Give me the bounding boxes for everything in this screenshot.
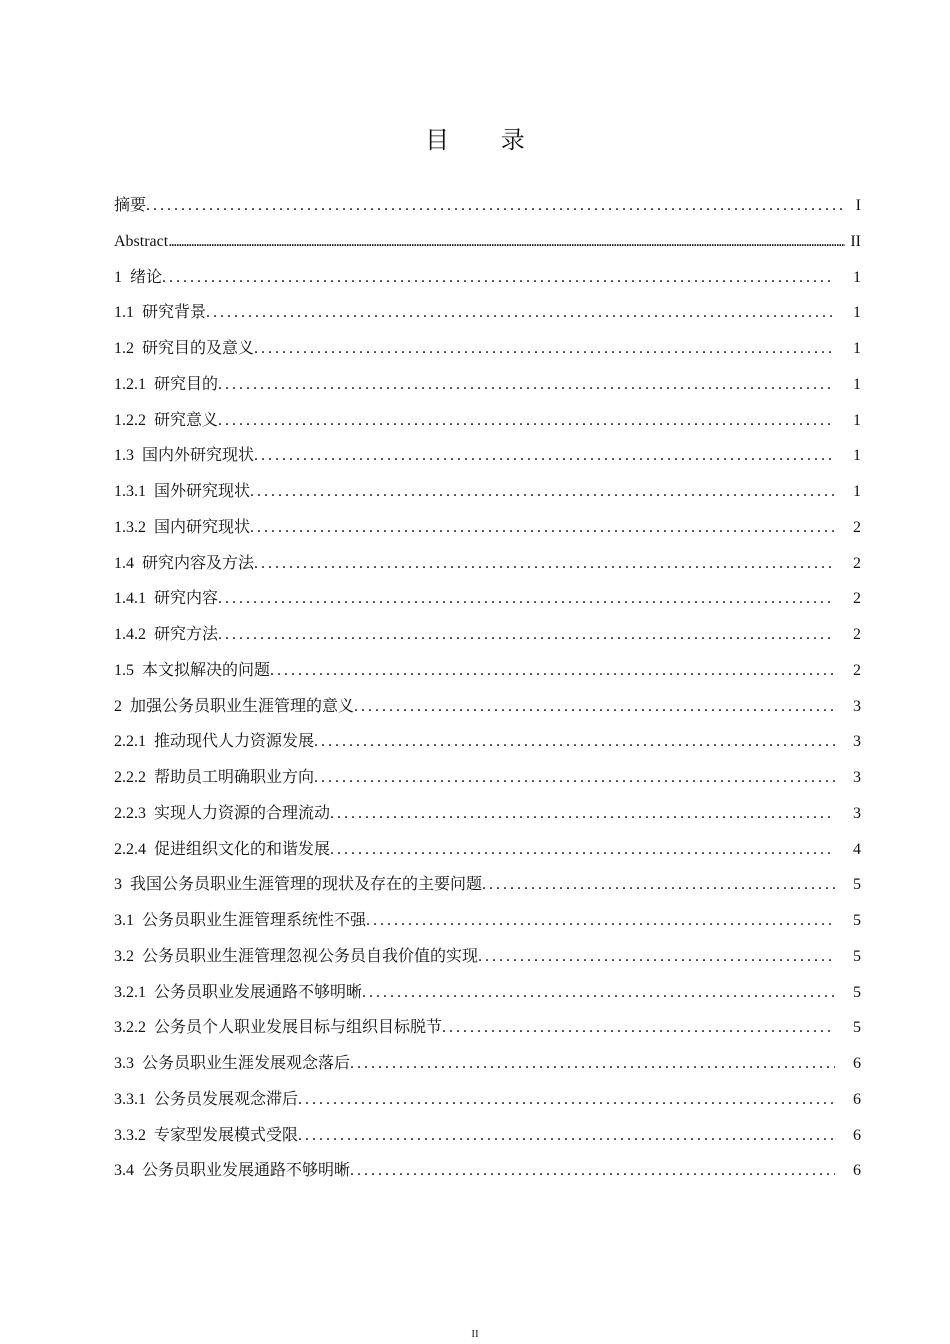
- toc-entry-number: 1.1: [114, 304, 134, 322]
- toc-entry-number: 1.4.2: [114, 626, 146, 643]
- toc-entry-page: 3: [853, 769, 861, 786]
- toc-leader-dots: [298, 1126, 835, 1146]
- toc-leader-dots: [270, 661, 835, 681]
- toc-entry[interactable]: [114, 446, 861, 466]
- toc-leader-dots: [250, 482, 835, 502]
- toc-entry-title: 研究内容: [154, 590, 219, 608]
- toc-entry-number: 1.3.1: [114, 483, 146, 500]
- toc-entry[interactable]: [114, 375, 861, 395]
- toc-entry[interactable]: [114, 947, 861, 967]
- toc-entry-page: 2: [853, 590, 861, 608]
- toc-entry-number: 2: [114, 697, 122, 715]
- toc-leader-dots: [314, 732, 835, 752]
- toc-leader-dots: [354, 697, 835, 717]
- toc-entry-title: 本文拟解决的问题: [142, 661, 271, 679]
- toc-entry-title: 帮助员工明确职业方向: [154, 769, 315, 786]
- toc-entry-page: 1: [853, 375, 861, 393]
- toc-entry-title: 公务员个人职业发展目标与组织目标脱节: [154, 1019, 443, 1037]
- toc-entry-page: 1: [853, 304, 861, 322]
- toc-entry-number: 2.2.3: [114, 804, 146, 822]
- toc-leader-dots: [298, 1090, 835, 1110]
- toc-entry-title: 我国公务员职业生涯管理的现状及存在的主要问题: [130, 876, 483, 894]
- toc-entry-page: 5: [853, 876, 861, 894]
- toc-entry-number: 3.3.1: [114, 1090, 146, 1108]
- toc-entry-number: 3.2: [114, 947, 134, 965]
- toc-leader-dots: [250, 518, 835, 538]
- toc-entry-page: 5: [853, 983, 861, 1001]
- toc-entry[interactable]: [114, 875, 861, 895]
- toc-entry-number: 1.2.2: [114, 411, 146, 429]
- toc-entry[interactable]: [114, 840, 861, 860]
- toc-entry-number: 1: [114, 268, 122, 286]
- toc-entry-title: 研究内容及方法: [142, 554, 255, 572]
- toc-entry[interactable]: [114, 1126, 861, 1146]
- toc-entry-page: 2: [853, 661, 861, 679]
- toc-leader-dots: [350, 1161, 835, 1181]
- toc-entry-title: 公务员职业生涯发展观念落后: [142, 1055, 351, 1072]
- toc-entry-title: Abstract: [114, 232, 169, 250]
- toc-entry-number: 1.3.2: [114, 518, 146, 536]
- toc-entry-page: 3: [853, 733, 861, 751]
- toc-entry-title: 公务员职业发展通路不够明晰: [154, 983, 363, 1001]
- toc-leader-dots: [168, 232, 845, 252]
- toc-leader-dots: [146, 196, 845, 216]
- toc-entry-number: 2.2.1: [114, 733, 146, 751]
- toc-entry[interactable]: [114, 1161, 861, 1181]
- toc-entry-page: 1: [853, 340, 861, 357]
- toc-entry[interactable]: [114, 518, 861, 538]
- toc-entry[interactable]: [114, 983, 861, 1003]
- toc-entry[interactable]: [114, 411, 861, 431]
- toc-entry-title: 实现人力资源的合理流动: [154, 804, 331, 822]
- toc-entry-title: 国内外研究现状: [142, 447, 255, 465]
- toc-entry[interactable]: [114, 697, 861, 717]
- toc-entry-number: 3.1: [114, 912, 134, 929]
- toc-entry-number: 3.3.2: [114, 1126, 146, 1144]
- toc-entry-page: 1: [853, 411, 861, 429]
- toc-leader-dots: [478, 947, 835, 967]
- toc-leader-dots: [254, 554, 835, 574]
- toc-entry-title: 研究目的及意义: [142, 340, 255, 357]
- toc-entry[interactable]: [114, 303, 861, 323]
- toc-leader-dots: [254, 446, 835, 466]
- toc-leader-dots: [254, 339, 835, 359]
- toc-entry-number: 3.2.2: [114, 1019, 146, 1037]
- toc-leader-dots: [362, 983, 835, 1003]
- toc-entry-title: 国内研究现状: [154, 518, 251, 536]
- toc-entry-number: 3.4: [114, 1162, 134, 1180]
- toc-entry-title: 专家型发展模式受限: [154, 1126, 299, 1144]
- toc-entry[interactable]: [114, 589, 861, 609]
- toc-entry-abstract-cn[interactable]: [114, 196, 861, 216]
- toc-entry-title: 公务员职业生涯管理系统性不强: [142, 912, 367, 929]
- toc-entry-title: 推动现代人力资源发展: [154, 733, 315, 751]
- toc-leader-dots: [330, 840, 835, 860]
- toc-entry[interactable]: [114, 911, 861, 931]
- toc-entry-page: 6: [853, 1090, 861, 1108]
- toc-entry[interactable]: [114, 339, 861, 359]
- toc-entry-number: 1.4: [114, 554, 134, 572]
- toc-entry-number: 3.2.1: [114, 983, 146, 1001]
- toc-leader-dots: [162, 268, 835, 288]
- toc-entry-title: 绪论: [130, 268, 163, 286]
- toc-entry-number: 1.5: [114, 661, 134, 679]
- toc-entry-number: 3.3: [114, 1055, 134, 1072]
- toc-entry-title: 国外研究现状: [154, 483, 251, 500]
- toc-entry-page: 1: [853, 447, 861, 465]
- toc-entry-title: 加强公务员职业生涯管理的意义: [130, 697, 355, 715]
- toc-entry[interactable]: [114, 804, 861, 824]
- toc-entry-page: 2: [853, 518, 861, 536]
- toc-entry-page: 5: [853, 912, 861, 929]
- toc-entry-page: II: [850, 232, 861, 250]
- toc-leader-dots: [366, 911, 835, 931]
- toc-leader-dots: [330, 804, 835, 824]
- toc-leader-dots: [218, 411, 835, 431]
- toc-entry-title: 公务员职业生涯管理忽视公务员自我价值的实现: [142, 947, 479, 965]
- toc-entry-title: 公务员发展观念滞后: [154, 1090, 299, 1108]
- toc-entry-title: 研究背景: [142, 304, 207, 322]
- toc-entry-page: 4: [853, 840, 861, 858]
- toc-entry[interactable]: [114, 1054, 861, 1074]
- toc-entry[interactable]: [114, 768, 861, 788]
- toc-entry[interactable]: [114, 1018, 861, 1038]
- toc-entry-page: 6: [853, 1126, 861, 1144]
- toc-entry-title: 研究方法: [154, 626, 219, 643]
- toc-entry-number: 1.4.1: [114, 590, 146, 608]
- toc-entry-page: 6: [853, 1162, 861, 1180]
- toc-entry-abstract-en[interactable]: [114, 232, 861, 252]
- table-of-contents: [114, 196, 861, 1197]
- toc-entry-page: 6: [853, 1055, 861, 1072]
- toc-entry[interactable]: [114, 732, 861, 752]
- toc-entry-page: 3: [853, 804, 861, 822]
- toc-entry-page: 1: [853, 483, 861, 500]
- toc-entry-page: 2: [853, 554, 861, 572]
- toc-entry[interactable]: [114, 625, 861, 645]
- toc-entry-number: 2.2.2: [114, 769, 146, 786]
- toc-entry-page: 3: [853, 697, 861, 715]
- toc-entry-page: 5: [853, 1019, 861, 1037]
- toc-entry-title: 公务员职业发展通路不够明晰: [142, 1162, 351, 1180]
- toc-entry-number: 2.2.4: [114, 840, 146, 858]
- toc-entry-number: 1.2.1: [114, 375, 146, 393]
- toc-entry-number: 3: [114, 876, 122, 894]
- toc-entry-page: 1: [853, 268, 861, 286]
- toc-leader-dots: [482, 875, 835, 895]
- toc-entry-title: 研究目的: [154, 375, 219, 393]
- toc-leader-dots: [218, 589, 835, 609]
- toc-entry-number: 1.3: [114, 447, 134, 465]
- toc-entry[interactable]: [114, 554, 861, 574]
- toc-entry[interactable]: [114, 1090, 861, 1110]
- toc-entry-title: 摘要: [114, 197, 147, 214]
- toc-entry-page: 2: [853, 626, 861, 643]
- toc-entry-number: 1.2: [114, 340, 134, 357]
- toc-leader-dots: [350, 1054, 835, 1074]
- toc-entry-title: 促进组织文化的和谐发展: [154, 840, 331, 858]
- toc-leader-dots: [218, 375, 835, 395]
- toc-entry[interactable]: [114, 661, 861, 681]
- page-number-footer: II: [471, 1328, 479, 1340]
- toc-leader-dots: [314, 768, 835, 788]
- toc-leader-dots: [442, 1018, 835, 1038]
- toc-entry-title: 研究意义: [154, 411, 219, 429]
- toc-entry[interactable]: [114, 482, 861, 502]
- toc-entry-page: 5: [853, 947, 861, 965]
- toc-leader-dots: [206, 303, 835, 323]
- toc-entry-page: I: [855, 197, 861, 214]
- toc-entry[interactable]: [114, 268, 861, 288]
- page-title: 目 录: [425, 126, 547, 154]
- toc-leader-dots: [218, 625, 835, 645]
